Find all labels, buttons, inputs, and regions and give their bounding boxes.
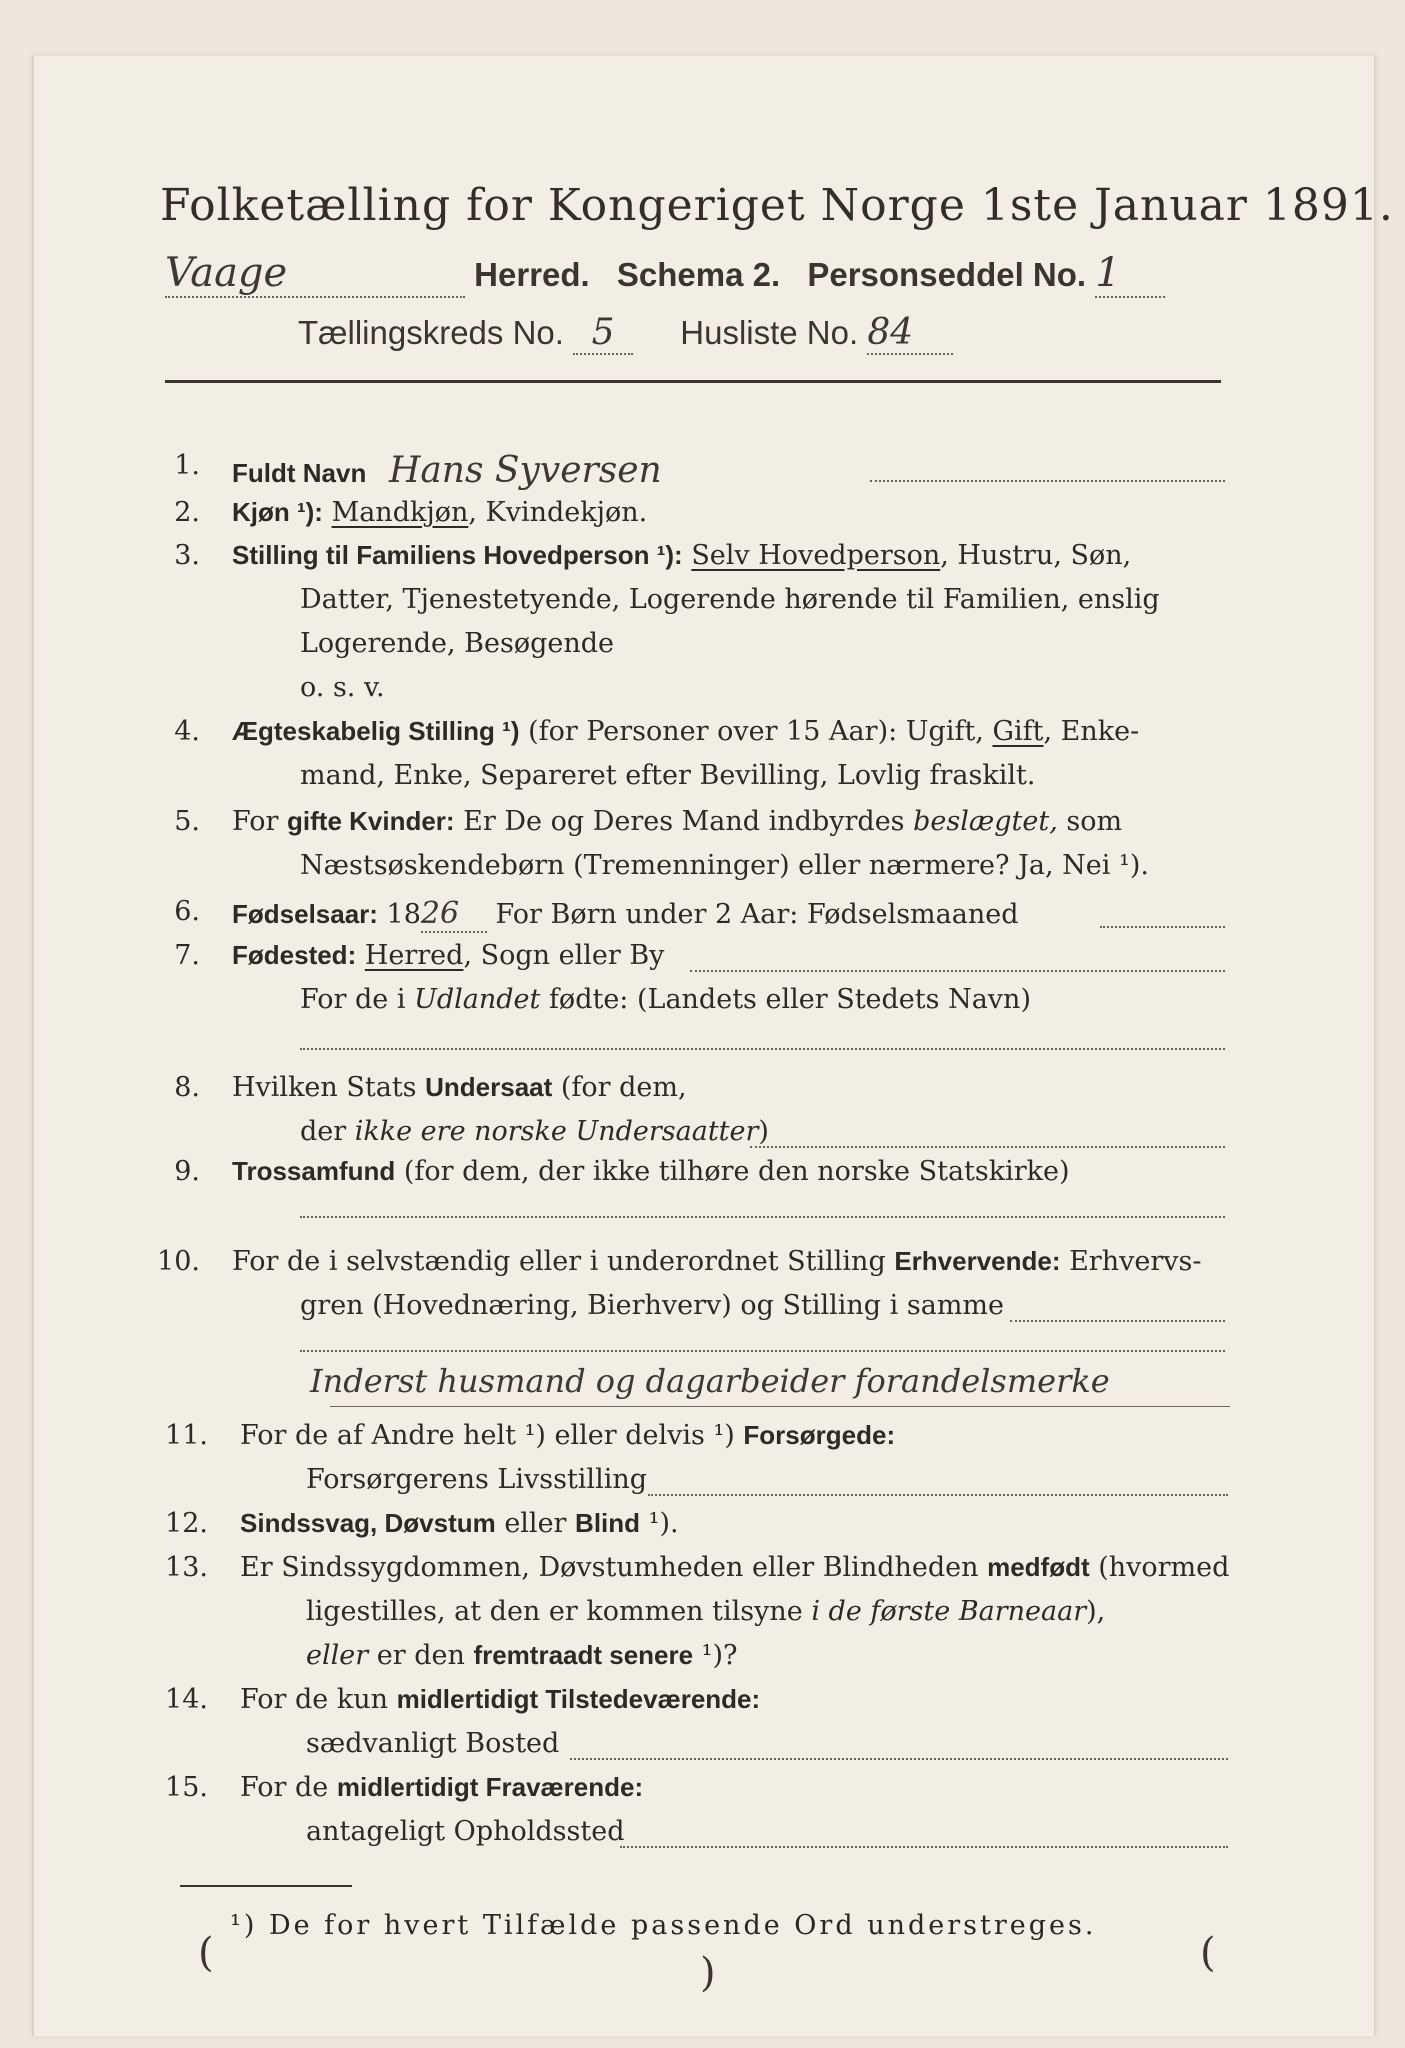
fill-line [870,480,1225,482]
stilling-label: Stilling til Familiens Hovedperson ¹): [232,540,683,570]
item-8-undersaat [232,1072,687,1103]
item-15-line2: antageligt Opholdssted [306,1816,625,1847]
item-11-forsorgede [240,1420,895,1451]
trossamfund-rest: (for dem, der ikke tilhøre den norske Statskirke) [395,1156,1070,1187]
kjon-options: , Kvindekjøn. [468,497,648,528]
item-10-rest: Erhvervs- [1060,1246,1202,1277]
item-14-line2: sædvanligt Bosted [306,1728,560,1759]
item-5-italic: beslægtet, [913,806,1058,837]
fill-line [620,1846,1228,1848]
kreds-row [298,312,953,355]
husliste-value: 84 [867,312,953,355]
fodselsaar-label: Fødselsaar: [232,899,378,929]
footnote: ¹) De for hvert Tilfælde passende Ord understreges. [230,1910,1097,1941]
item-12-rest: ¹). [640,1508,679,1539]
undersaat-label: Undersaat [425,1072,553,1102]
item-number: 5. [174,806,200,837]
fodested-marked: Herred [364,940,464,971]
item-number: 9. [174,1156,200,1187]
fill-line [570,1758,1228,1760]
item-15-fravaerende [240,1772,643,1803]
item-12-text-a: eller [495,1508,576,1539]
fill-line [300,1216,1225,1218]
item-number: 13. [165,1552,208,1583]
stilling-marked: Selv Hovedperson [691,540,941,571]
item-number: 8. [174,1072,200,1103]
item-8-line2 [300,1116,769,1147]
item-7-fodested [232,940,664,971]
item-8-text-a: Hvilken Stats [232,1072,426,1103]
aegteskab-rest: , Enke- [1043,716,1140,747]
erhverv-underline [330,1406,1230,1407]
blind-label: Blind [575,1508,641,1538]
gifte-kvinder-label: gifte Kvinder: [287,806,455,836]
item-12-sindssvag [240,1508,679,1539]
item-3-line4: o. s. v. [300,672,385,703]
fuldt-navn-label: Fuldt Navn [232,458,367,488]
item-number: 7. [174,940,200,971]
tilstedevaerende-label: midlertidigt Tilstedeværende: [396,1684,761,1714]
item-14-tilstedevaerende [240,1684,760,1715]
fremtraadt-label: fremtraadt senere [473,1640,694,1670]
item-5-rest: som [1057,806,1123,837]
item-8-rest: (for dem, [552,1072,687,1103]
item-10-erhverv [232,1246,1201,1277]
item-number: 12. [165,1508,208,1539]
item-3-stilling [232,540,1131,571]
item-13-rest: (hvormed [1089,1552,1230,1583]
item-number: 2. [174,497,200,528]
fill-line [300,1048,1225,1050]
herred-row [165,250,1165,298]
item-13-line2-a: ligestilles, at den er kommen tilsyne [306,1596,812,1627]
fodselsaar-rest: For Børn under 2 Aar: Fødselsmaaned [486,899,1019,930]
item-4-line2: mand, Enke, Separeret efter Bevilling, Lovlig fraskilt. [300,760,1036,791]
trossamfund-label: Trossamfund [232,1156,396,1186]
fill-line [750,1146,1225,1148]
fodselsaar-value: 26 [421,896,487,933]
erhverv-value: Inderst husmand og dagarbeider forandelsmerke [310,1362,1110,1400]
margin-mark: ( [198,1930,214,1976]
item-number: 1. [174,450,200,481]
item-number: 14. [165,1684,208,1715]
item-5-text-a: For [232,806,288,837]
fravaerende-label: midlertidigt Fraværende: [336,1772,644,1802]
item-8-line2-rest: ) [758,1116,769,1147]
item-8-line2-a: der [300,1116,355,1147]
item-number: 11. [165,1420,208,1451]
item-3-line3: Logerende, Besøgende [300,628,614,659]
margin-mark: ( [1200,1930,1216,1976]
herred-label: Herred. [474,256,590,293]
personseddel-label: Personseddel No. [807,256,1087,293]
medfodt-label: medfødt [987,1552,1090,1582]
kreds-label: Tællingskreds No. [298,314,564,351]
stilling-options: , Hustru, Søn, [940,540,1132,571]
item-5-text-b: Er De og Deres Mand indbyrdes [454,806,914,837]
kreds-value: 5 [573,312,633,355]
schema-label: Schema 2. [616,256,781,293]
item-13-line2-rest: ), [1086,1596,1106,1627]
item-7-line2 [300,984,1031,1015]
item-15-text-a: For de [240,1772,337,1803]
husliste-label: Husliste No. [680,314,859,351]
item-13-line3-it: eller [306,1640,369,1671]
item-3-line2: Datter, Tjenestetyende, Logerende hørende til Familien, enslig [300,584,1160,615]
item-10-text-a: For de i selvstændig eller i underordnet Stilling [232,1246,895,1277]
margin-mark: ) [700,1950,716,1996]
item-11-text-a: For de af Andre helt ¹) eller delvis ¹) [240,1420,744,1451]
item-4-aegteskab [232,716,1139,747]
fodested-rest: , Sogn eller By [463,940,665,971]
aegteskab-text: (for Personer over 15 Aar): Ugift, [519,716,993,747]
item-13-text-a: Er Sindssygdommen, Døvstumheden eller Blindheden [240,1552,988,1583]
aegteskab-label: Ægteskabelig Stilling ¹) [232,716,520,746]
item-14-text-a: For de kun [240,1684,397,1715]
herred-value: Vaage [165,250,465,298]
item-13-line2 [306,1596,1105,1627]
fill-line [648,1494,1228,1496]
fodselsaar-prefix: 18 [377,899,421,930]
item-11-line2: Forsørgerens Livsstilling [306,1464,648,1495]
item-13-line2-it: i de første Barneaar [811,1596,1087,1627]
item-5-gifte-kvinder [232,806,1122,837]
item-2-kjon [232,497,647,528]
item-number: 6. [174,896,200,927]
header-rule [165,380,1221,383]
item-1-fuldt-navn [232,450,662,491]
item-13-medfodt [240,1552,1229,1583]
personseddel-value: 1 [1095,250,1165,298]
item-7-line2-it: Udlandet [414,984,541,1015]
item-5-line2: Næstsøskendebørn (Tremenninger) eller nærmere? Ja, Nei ¹). [300,850,1149,881]
fill-line [1010,1320,1225,1322]
item-number: 15. [165,1772,208,1803]
aegteskab-marked: Gift [992,716,1044,747]
item-7-line2-rest: fødte: (Landets eller Stedets Navn) [540,984,1031,1015]
fill-line [300,1350,1225,1352]
item-13-line3-rest: ¹)? [693,1640,738,1671]
item-13-line3 [306,1640,738,1671]
forsorgede-label: Forsørgede: [743,1420,896,1450]
fodested-label: Fødested: [232,940,357,970]
fill-line [1100,926,1225,928]
item-8-line2-it: ikke ere norske Undersaatter [354,1116,759,1147]
sindssvag-label: Sindssvag, Døvstum [240,1508,496,1538]
item-number: 10. [157,1246,200,1277]
item-number: 4. [174,716,200,747]
form-title: Folketælling for Kongeriget Norge 1ste Januar 1891. [160,180,1394,231]
item-10-line2: gren (Hovednæring, Bierhverv) og Stilling i samme [300,1290,1005,1321]
fill-line [690,970,1225,972]
item-9-trossamfund [232,1156,1070,1187]
footnote-rule [180,1885,352,1887]
item-number: 3. [174,540,200,571]
fuldt-navn-value: Hans Syversen [388,450,662,491]
erhvervende-label: Erhvervende: [894,1246,1061,1276]
item-6-fodselsaar [232,896,1019,933]
kjon-label: Kjøn ¹): [232,497,323,527]
item-13-line3-a: er den [368,1640,474,1671]
kjon-marked: Mandkjøn [331,497,469,528]
item-7-line2-a: For de i [300,984,415,1015]
